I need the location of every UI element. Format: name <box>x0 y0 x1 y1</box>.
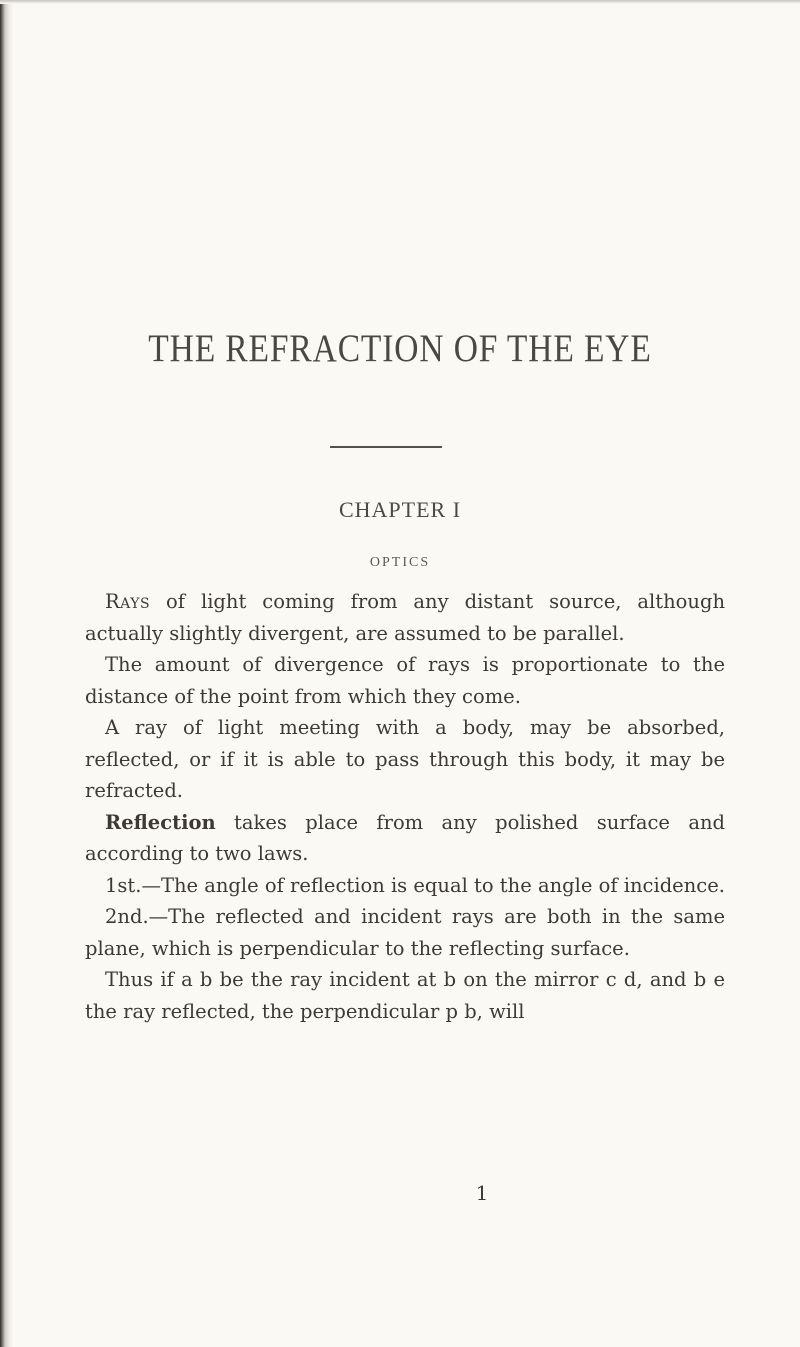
book-title: THE REFRACTION OF THE EYE <box>148 327 652 370</box>
paragraph-second-law: 2nd.—The reflected and incident rays are both in the same plane, which is perpendicular to the reflecting surface. <box>85 905 725 960</box>
page-binding-edge <box>0 0 14 1347</box>
paragraph-text: takes place from any polished surface and according to two laws. <box>85 810 725 865</box>
term-reflection: Reflection <box>105 810 216 834</box>
title-divider <box>330 446 442 448</box>
paragraph-ray-of-light: A ray of light meeting with a body, may be absorbed, reflected, or if it is able to pass through this body, it may be refracted. <box>85 716 725 802</box>
page-top-edge <box>0 0 800 4</box>
page-number: 1 <box>475 1181 489 1205</box>
lead-word: Rays <box>105 590 151 613</box>
paragraph-mirror-example: Thus if a b be the ray incident at b on the mirror c d, and b e the ray reflected, the perpendicular p b, will <box>85 968 725 1023</box>
paragraph-divergence: The amount of divergence of rays is proportionate to the distance of the point from which they come. <box>85 653 725 708</box>
paragraph-first-law: 1st.—The angle of reflection is equal to the angle of incidence. <box>105 873 725 897</box>
paragraph-text: of light coming from any distant source, although actually slightly divergent, are assumed to be parallel. <box>85 590 725 645</box>
section-heading: OPTICS <box>369 555 431 570</box>
paragraph-reflection <box>85 807 725 870</box>
paragraph-rays <box>85 586 725 649</box>
chapter-body <box>85 586 725 1027</box>
chapter-heading: CHAPTER I <box>338 497 462 522</box>
